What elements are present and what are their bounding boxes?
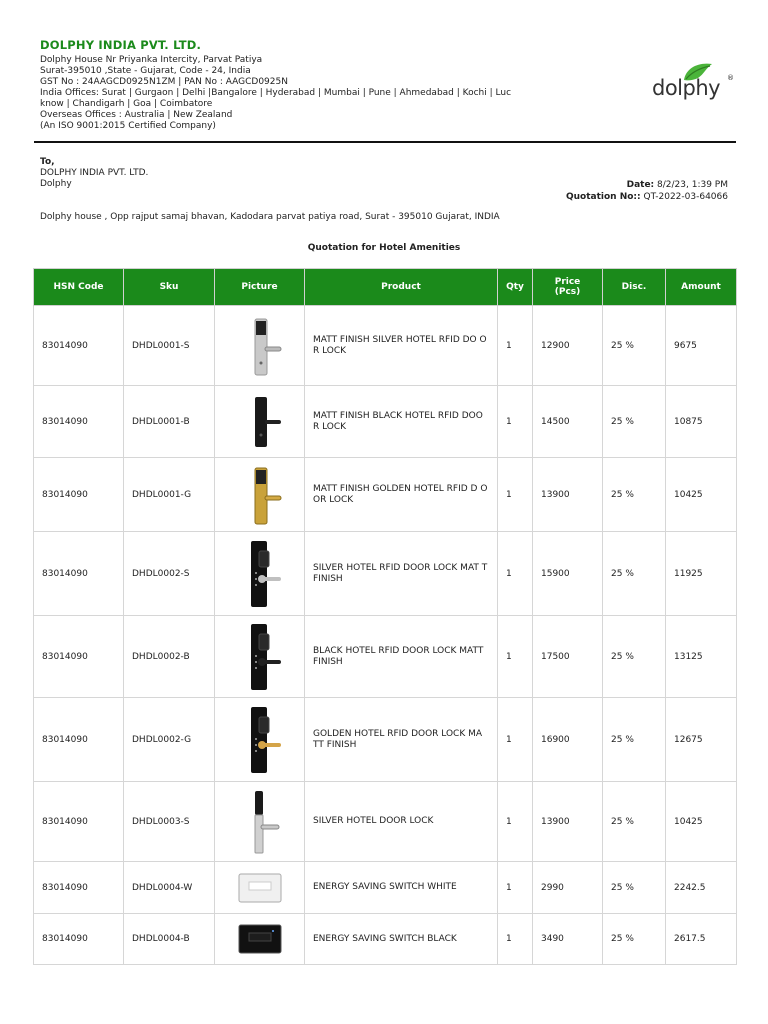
product-image <box>223 787 296 857</box>
hsn-code-cell: 83014090 <box>34 782 124 862</box>
price-cell: 2990 <box>533 862 603 914</box>
sku-cell: DHDL0002-G <box>124 698 215 782</box>
recipient-block <box>40 157 148 190</box>
table-row <box>34 458 737 532</box>
discount-cell: 25 % <box>603 616 666 698</box>
quotation-meta <box>566 179 728 203</box>
product-cell: SILVER HOTEL RFID DOOR LOCK MAT T FINISH <box>305 532 498 616</box>
discount-cell: 25 % <box>603 782 666 862</box>
recipient-attn: Dolphy <box>40 179 72 189</box>
picture-cell <box>215 914 305 965</box>
product-image <box>223 868 296 908</box>
registered-mark: ® <box>727 74 734 82</box>
table-row <box>34 698 737 782</box>
picture-cell <box>215 616 305 698</box>
product-image <box>223 460 296 530</box>
company-name: DOLPHY INDIA PVT. LTD. <box>40 38 202 52</box>
product-cell: SILVER HOTEL DOOR LOCK <box>305 782 498 862</box>
amount-cell: 11925 <box>666 532 737 616</box>
black-black-lock-icon <box>235 622 285 692</box>
qty-cell: 1 <box>498 782 533 862</box>
product-image <box>223 387 296 457</box>
product-image <box>223 705 296 775</box>
hsn-code-cell: 83014090 <box>34 698 124 782</box>
hsn-code-cell: 83014090 <box>34 532 124 616</box>
price-cell: 3490 <box>533 914 603 965</box>
product-cell: BLACK HOTEL RFID DOOR LOCK MATT FINISH <box>305 616 498 698</box>
picture-cell <box>215 782 305 862</box>
white-switch-icon <box>235 868 285 908</box>
price-cell: 12900 <box>533 306 603 386</box>
table-row <box>34 306 737 386</box>
qty-cell: 1 <box>498 458 533 532</box>
picture-cell <box>215 386 305 458</box>
sku-cell: DHDL0001-B <box>124 386 215 458</box>
hsn-code-header: HSN Code <box>34 269 124 306</box>
black-switch-icon <box>235 919 285 959</box>
product-header: Product <box>305 269 498 306</box>
table-row <box>34 386 737 458</box>
dolphy-logo <box>650 60 734 104</box>
price-header: Price (Pcs) <box>533 269 603 306</box>
amount-cell: 10875 <box>666 386 737 458</box>
qty-header: Qty <box>498 269 533 306</box>
picture-header: Picture <box>215 269 305 306</box>
date-label: Date: <box>626 180 655 190</box>
company-tax-line: GST No : 24AAGCD0925N1ZM | PAN No : AAGCD0925N <box>40 77 288 87</box>
product-cell: MATT FINISH GOLDEN HOTEL RFID D OOR LOCK <box>305 458 498 532</box>
sku-cell: DHDL0004-B <box>124 914 215 965</box>
sku-cell: DHDL0001-S <box>124 306 215 386</box>
company-address-line: Surat-395010 ,State - Gujarat, Code - 24, India <box>40 66 251 76</box>
sku-cell: DHDL0004-W <box>124 862 215 914</box>
silver-lock-icon <box>235 311 285 381</box>
qty-cell: 1 <box>498 532 533 616</box>
picture-cell <box>215 698 305 782</box>
sku-cell: DHDL0001-G <box>124 458 215 532</box>
price-cell: 16900 <box>533 698 603 782</box>
company-iso-line: (An ISO 9001:2015 Certified Company) <box>40 121 216 131</box>
discount-cell: 25 % <box>603 306 666 386</box>
hsn-code-cell: 83014090 <box>34 862 124 914</box>
company-header <box>40 38 560 132</box>
discount-cell: 25 % <box>603 862 666 914</box>
sku-cell: DHDL0002-B <box>124 616 215 698</box>
picture-cell <box>215 306 305 386</box>
discount-cell: 25 % <box>603 532 666 616</box>
quotation-table <box>33 268 737 965</box>
picture-cell <box>215 532 305 616</box>
amount-cell: 2617.5 <box>666 914 737 965</box>
recipient-name: DOLPHY INDIA PVT. LTD. <box>40 168 149 178</box>
qty-cell: 1 <box>498 386 533 458</box>
price-cell: 13900 <box>533 782 603 862</box>
amount-cell: 12675 <box>666 698 737 782</box>
quote-number-row <box>566 191 728 203</box>
amount-cell: 2242.5 <box>666 862 737 914</box>
company-overseas-line: Overseas Offices : Australia | New Zealand <box>40 110 233 120</box>
hsn-code-cell: 83014090 <box>34 458 124 532</box>
picture-cell <box>215 458 305 532</box>
discount-cell: 25 % <box>603 698 666 782</box>
product-cell: MATT FINISH SILVER HOTEL RFID DO OR LOCK <box>305 306 498 386</box>
qty-cell: 1 <box>498 616 533 698</box>
recipient-label: To, <box>40 157 55 167</box>
hsn-code-cell: 83014090 <box>34 386 124 458</box>
quotation-title: Quotation for Hotel Amenities <box>307 243 461 253</box>
company-offices-line: know | Chandigarh | Goa | Coimbatore <box>40 99 213 109</box>
product-cell: MATT FINISH BLACK HOTEL RFID DOO R LOCK <box>305 386 498 458</box>
sku-header: Sku <box>124 269 215 306</box>
discount-cell: 25 % <box>603 386 666 458</box>
product-image <box>223 622 296 692</box>
product-image <box>223 539 296 609</box>
table-body <box>34 306 737 965</box>
black-gold-lock-icon <box>235 705 285 775</box>
discount-cell: 25 % <box>603 458 666 532</box>
discount-cell: 25 % <box>603 914 666 965</box>
product-cell: ENERGY SAVING SWITCH BLACK <box>305 914 498 965</box>
hsn-code-cell: 83014090 <box>34 306 124 386</box>
amount-cell: 10425 <box>666 458 737 532</box>
date-row <box>566 179 728 191</box>
table-row <box>34 616 737 698</box>
table-header-row <box>34 269 737 306</box>
amount-header: Amount <box>666 269 737 306</box>
qty-cell: 1 <box>498 698 533 782</box>
price-cell: 15900 <box>533 532 603 616</box>
table-row <box>34 532 737 616</box>
product-image <box>223 919 296 959</box>
hsn-code-cell: 83014090 <box>34 616 124 698</box>
discount-header: Disc. <box>603 269 666 306</box>
gold-lock-icon <box>235 460 285 530</box>
hsn-code-cell: 83014090 <box>34 914 124 965</box>
qty-cell: 1 <box>498 306 533 386</box>
picture-cell <box>215 862 305 914</box>
qty-cell: 1 <box>498 862 533 914</box>
qty-cell: 1 <box>498 914 533 965</box>
price-cell: 14500 <box>533 386 603 458</box>
quote-number-value: QT-2022-03-64066 <box>643 192 728 202</box>
black-lock-icon <box>235 387 285 457</box>
quote-number-label: Quotation No:: <box>565 192 641 202</box>
amount-cell: 13125 <box>666 616 737 698</box>
logo-wordmark: dolphy <box>652 76 721 100</box>
amount-cell: 10425 <box>666 782 737 862</box>
black-silver-lock-icon <box>235 539 285 609</box>
price-cell: 17500 <box>533 616 603 698</box>
delivery-address: Dolphy house , Opp rajput samaj bhavan, Kadodara parvat patiya road, Surat - 395010 Gujarat, INDIA <box>40 212 500 222</box>
product-cell: ENERGY SAVING SWITCH WHITE <box>305 862 498 914</box>
product-image <box>223 311 296 381</box>
sku-cell: DHDL0003-S <box>124 782 215 862</box>
table-row <box>34 782 737 862</box>
company-address-line: Dolphy House Nr Priyanka Intercity, Parvat Patiya <box>40 55 263 65</box>
slim-silver-lock-icon <box>235 787 285 857</box>
date-value: 8/2/23, 1:39 PM <box>657 180 728 190</box>
product-cell: GOLDEN HOTEL RFID DOOR LOCK MA TT FINISH <box>305 698 498 782</box>
company-offices-line: India Offices: Surat | Gurgaon | Delhi |Bangalore | Hyderabad | Mumbai | Pune | Ahmedabad | Kochi | Luc <box>40 88 512 98</box>
sku-cell: DHDL0002-S <box>124 532 215 616</box>
price-cell: 13900 <box>533 458 603 532</box>
table-row <box>34 862 737 914</box>
header-divider <box>34 141 736 143</box>
amount-cell: 9675 <box>666 306 737 386</box>
table-row <box>34 914 737 965</box>
